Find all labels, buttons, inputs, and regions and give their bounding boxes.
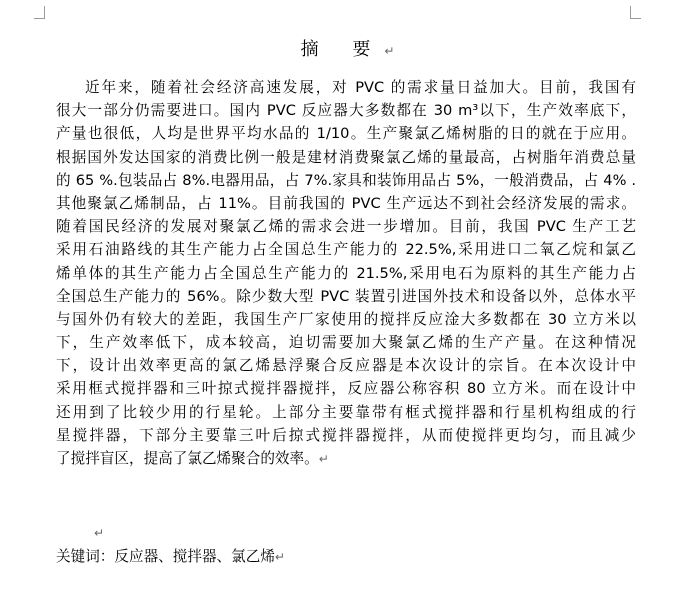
paragraph-line: 烯单体的其生产能力占全国总生产能力的 21.5%,采用电石为原料的其生产能力占 — [56, 264, 636, 282]
abstract-paragraph — [56, 76, 636, 470]
abstract-title — [0, 38, 695, 63]
crop-mark-top-left — [34, 6, 45, 19]
keywords-line — [56, 545, 285, 569]
crop-mark-top-right — [630, 6, 641, 19]
paragraph-line: 采用石油路线的其生产能力占全国总生产能力的 22.5%,采用进口二氧乙烷和氯乙 — [56, 241, 636, 259]
paragraph-line — [56, 122, 636, 145]
paragraph-line: 采用框式搅拌器和三叶掠式搅拌器搅拌，反应器公称容积 80 立方米。而在设计中 — [56, 380, 636, 398]
paragraph-line-last — [56, 447, 636, 470]
empty-paragraph-mark: ↵ — [94, 526, 105, 540]
paragraph-mark: ↵ — [274, 550, 285, 564]
paragraph-line: 还用到了比较少用的行星轮。上部分主要靠带有框式搅拌器和行星机构组成的行 — [56, 403, 636, 421]
paragraph-line: 与国外仍有较大的差距，我国生产厂家使用的搅拌反应淦大多数都在 30 立方米以 — [56, 310, 636, 328]
paragraph-line: 随着国民经济的发展对聚氯乙烯的需求会进一步增加。目前，我国 PVC 生产工艺 — [56, 218, 636, 236]
keywords-text: 关键词：反应器、搅拌器、氯乙烯 — [56, 548, 275, 565]
paragraph-line: 其他聚氯乙烯制品，占 11%。目前我国的 PVC 生产远达不到社会经济发展的需求。 — [56, 194, 636, 212]
paragraph-line: 根据国外发达国家的消费比例一般是建材消费聚氯乙烯的量最高，占树脂年消费总量 — [56, 148, 636, 166]
abstract-title-text: 摘 要 — [300, 39, 385, 60]
paragraph-line-text: 产量也很低，人均是世界平均水品的 1/10。生产聚氯乙烯树脂的日的就在于应用。 — [56, 125, 636, 143]
paragraph-line: 下，生产效率低下，成本较高，迫切需要加大聚氯乙烯的生产产量。在这种情况 — [56, 334, 636, 352]
paragraph-line: 的 65 %.包装品占 8%.电器用品，占 7%.家具和装饰用品占 5%，一般消费品，占 4% . — [56, 171, 636, 189]
paragraph-line: 全国总生产能力的 56%。除少数大型 PVC 装置引进国外技术和设备以外，总体水平 — [56, 287, 636, 305]
paragraph-mark: ↵ — [318, 452, 329, 466]
paragraph-line: 星搅拌器，下部分主要靠三叶后掠式搅拌器搅拌，从而使搅拌更均匀，而且减少 — [56, 426, 636, 444]
paragraph-line: 很大一部分仍需要进口。国内 PVC 反应器大多数都在 30 m³以下，生产效率底下， — [56, 102, 636, 120]
paragraph-line-text: 了搅拌盲区，提高了氯乙烯聚合的效率。 — [56, 450, 319, 467]
paragraph-mark: ↵ — [384, 44, 395, 58]
paragraph-line: 近年来，随着社会经济高速发展，对 PVC 的需求量日益加大。目前，我国有 — [85, 79, 636, 96]
paragraph-line: 下，设计出效率更高的氯乙烯悬浮聚合反应器是本次设计的宗旨。在本次设计中 — [56, 357, 636, 375]
